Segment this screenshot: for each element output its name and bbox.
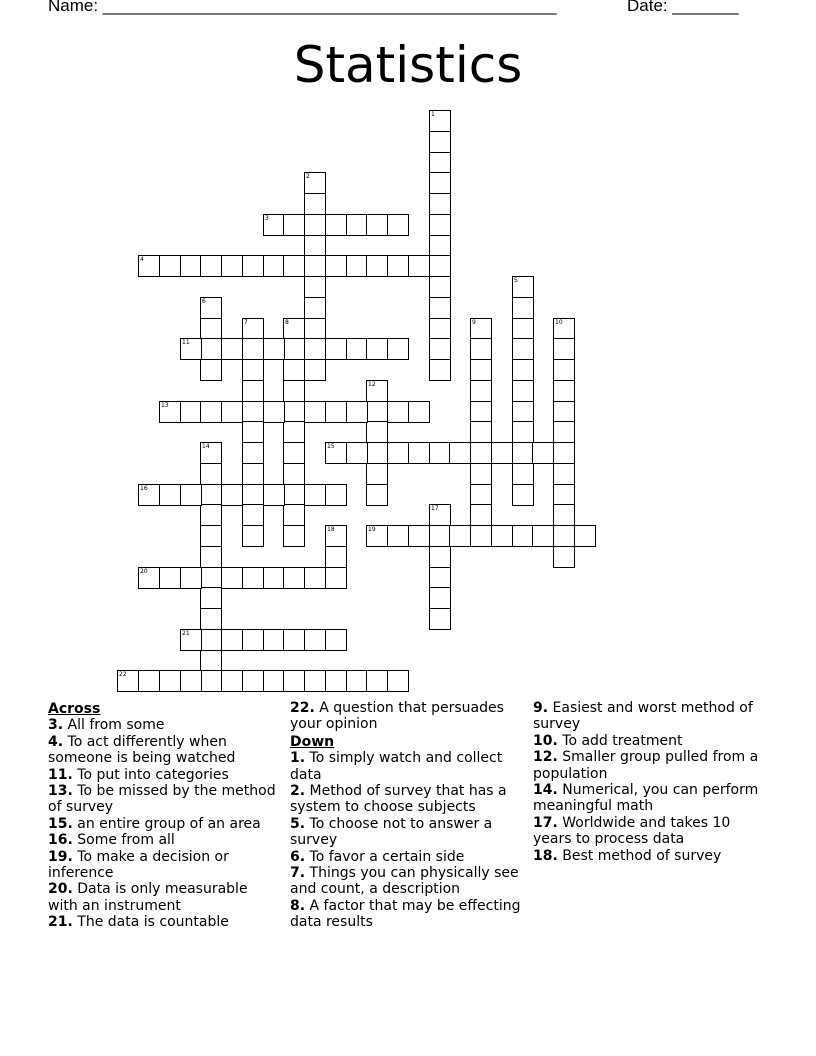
grid-cell[interactable] <box>242 359 264 381</box>
grid-cell[interactable] <box>366 255 388 277</box>
grid-cell[interactable] <box>512 338 534 360</box>
down-clue-12: 12. Smaller group pulled from a population <box>533 749 759 782</box>
grid-cell[interactable] <box>242 338 264 360</box>
grid-cell[interactable] <box>159 567 181 589</box>
grid-cell[interactable] <box>553 525 575 547</box>
clue-number: 10 <box>555 319 563 326</box>
grid-cell[interactable] <box>366 338 388 360</box>
grid-cell[interactable] <box>553 380 575 402</box>
clues-column-3 <box>533 700 773 864</box>
down-clue-2: 2. Method of survey that has a system to choose subjects <box>290 783 507 816</box>
grid-cell[interactable] <box>263 670 285 692</box>
grid-cell[interactable] <box>387 214 409 236</box>
grid-cell[interactable] <box>263 629 285 651</box>
grid-cell[interactable] <box>304 235 326 257</box>
grid-cell[interactable] <box>221 670 243 692</box>
grid-cell[interactable] <box>180 401 202 423</box>
grid-cell[interactable] <box>242 318 264 340</box>
grid-cell[interactable] <box>221 567 243 589</box>
grid-cell[interactable] <box>429 152 451 174</box>
grid-cell[interactable] <box>366 670 388 692</box>
grid-cell[interactable] <box>283 338 305 360</box>
grid-cell[interactable] <box>325 338 347 360</box>
grid-cell[interactable] <box>200 504 222 526</box>
grid-cell[interactable] <box>200 587 222 609</box>
grid-cell[interactable] <box>429 297 451 319</box>
grid-cell[interactable] <box>221 338 243 360</box>
grid-cell[interactable] <box>304 670 326 692</box>
grid-cell[interactable] <box>180 255 202 277</box>
grid-cell[interactable] <box>221 255 243 277</box>
grid-cell[interactable] <box>346 442 368 464</box>
grid-cell[interactable] <box>325 525 347 547</box>
grid-cell[interactable] <box>283 255 305 277</box>
across-clue-11: 11. To put into categories <box>48 766 229 783</box>
grid-cell[interactable] <box>429 235 451 257</box>
grid-cell[interactable] <box>263 567 285 589</box>
grid-cell[interactable] <box>304 172 326 194</box>
grid-cell[interactable] <box>200 318 222 340</box>
grid-cell[interactable] <box>470 421 492 443</box>
grid-cell[interactable] <box>366 380 388 402</box>
grid-cell[interactable] <box>512 421 534 443</box>
grid-cell[interactable] <box>180 338 202 360</box>
across-clue-20: 20. Data is only measurable with an instrument <box>48 881 248 914</box>
grid-cell[interactable] <box>512 359 534 381</box>
grid-cell[interactable] <box>180 670 202 692</box>
grid-cell[interactable] <box>470 504 492 526</box>
grid-cell[interactable] <box>159 484 181 506</box>
grid-cell[interactable] <box>283 318 305 340</box>
grid-cell[interactable] <box>304 297 326 319</box>
down-clue-10: 10. To add treatment <box>533 732 683 749</box>
clue-number: 12 <box>368 381 376 388</box>
down-clue-6: 6. To favor a certain side <box>290 848 465 865</box>
grid-cell[interactable] <box>553 338 575 360</box>
grid-cell[interactable] <box>325 484 347 506</box>
grid-cell[interactable] <box>470 463 492 485</box>
grid-cell[interactable] <box>429 442 451 464</box>
clue-number: 5 <box>514 277 518 284</box>
grid-cell[interactable] <box>304 359 326 381</box>
grid-cell[interactable] <box>304 484 326 506</box>
grid-cell[interactable] <box>512 442 534 464</box>
down-clue-8: 8. A factor that may be effecting data results <box>290 897 521 931</box>
grid-cell[interactable] <box>242 421 264 443</box>
grid-cell[interactable] <box>429 546 451 568</box>
grid-cell[interactable] <box>283 380 305 402</box>
clue-number: 19 <box>368 526 376 533</box>
grid-cell[interactable] <box>283 442 305 464</box>
grid-cell[interactable] <box>470 318 492 340</box>
grid-cell[interactable] <box>429 338 451 360</box>
grid-cell[interactable] <box>242 504 264 526</box>
grid-cell[interactable] <box>283 670 305 692</box>
grid-cell[interactable] <box>180 484 202 506</box>
grid-cell[interactable] <box>429 504 451 526</box>
grid-cell[interactable] <box>553 401 575 423</box>
grid-cell[interactable] <box>200 608 222 630</box>
grid-cell[interactable] <box>553 484 575 506</box>
grid-cell[interactable] <box>366 421 388 443</box>
grid-cell[interactable] <box>159 670 181 692</box>
grid-cell[interactable] <box>200 650 222 672</box>
grid-cell[interactable] <box>242 401 264 423</box>
clue-number: 20 <box>140 568 148 575</box>
grid-cell[interactable] <box>408 442 430 464</box>
grid-cell[interactable] <box>200 546 222 568</box>
grid-cell[interactable] <box>221 401 243 423</box>
grid-cell[interactable] <box>200 629 222 651</box>
grid-cell[interactable] <box>325 214 347 236</box>
grid-cell[interactable] <box>325 546 347 568</box>
grid-cell[interactable] <box>449 442 471 464</box>
grid-cell[interactable] <box>200 359 222 381</box>
grid-cell[interactable] <box>429 214 451 236</box>
across-clue-15: 15. an entire group of an area <box>48 815 261 832</box>
across-clue-21: 21. The data is countable <box>48 914 229 931</box>
grid-cell[interactable] <box>180 567 202 589</box>
grid-cell[interactable] <box>138 567 160 589</box>
grid-cell[interactable] <box>325 255 347 277</box>
grid-cell[interactable] <box>366 463 388 485</box>
grid-cell[interactable] <box>221 484 243 506</box>
grid-cell[interactable] <box>512 318 534 340</box>
down-clue-5: 5. To choose not to answer a survey <box>290 815 493 849</box>
clue-number: 8 <box>285 319 289 326</box>
grid-cell[interactable] <box>242 380 264 402</box>
down-clue-1: 1. To simply watch and collect data <box>290 750 503 783</box>
grid-cell[interactable] <box>470 359 492 381</box>
grid-cell[interactable] <box>200 567 222 589</box>
down-heading: Down <box>290 733 335 750</box>
grid-cell[interactable] <box>408 525 430 547</box>
grid-cell[interactable] <box>242 463 264 485</box>
grid-cell[interactable] <box>429 608 451 630</box>
down-clue-7: 7. Things you can physically see and count, a description <box>290 865 519 898</box>
grid-cell[interactable] <box>408 255 430 277</box>
grid-cell[interactable] <box>429 255 451 277</box>
grid-cell[interactable] <box>470 442 492 464</box>
grid-cell[interactable] <box>491 525 513 547</box>
grid-cell[interactable] <box>138 670 160 692</box>
grid-cell[interactable] <box>429 587 451 609</box>
grid-cell[interactable] <box>242 525 264 547</box>
grid-cell[interactable] <box>429 525 451 547</box>
clue-number: 16 <box>140 485 148 492</box>
grid-cell[interactable] <box>553 359 575 381</box>
grid-cell[interactable] <box>325 567 347 589</box>
grid-cell[interactable] <box>429 193 451 215</box>
grid-cell[interactable] <box>346 338 368 360</box>
grid-cell[interactable] <box>512 463 534 485</box>
grid-cell[interactable] <box>449 525 471 547</box>
grid-cell[interactable] <box>283 484 305 506</box>
down-clue-18: 18. Best method of survey <box>533 847 722 864</box>
grid-cell[interactable] <box>429 359 451 381</box>
grid-cell[interactable] <box>387 255 409 277</box>
grid-cell[interactable] <box>491 442 513 464</box>
across-clue-4: 4. To act differently when someone is being watched <box>48 733 236 767</box>
across-clue-3: 3. All from some <box>48 717 165 734</box>
name-field: Name: ________________________________________________ <box>48 0 557 15</box>
grid-cell[interactable] <box>512 484 534 506</box>
grid-cell[interactable] <box>366 401 388 423</box>
clue-number: 4 <box>140 256 144 263</box>
grid-cell[interactable] <box>138 484 160 506</box>
grid-cell[interactable] <box>304 193 326 215</box>
clue-number: 14 <box>202 443 210 450</box>
grid-cell[interactable] <box>387 525 409 547</box>
grid-cell[interactable] <box>283 463 305 485</box>
grid-cell[interactable] <box>553 504 575 526</box>
grid-cell[interactable] <box>429 276 451 298</box>
clues-column-2 <box>290 700 522 931</box>
grid-cell[interactable] <box>366 484 388 506</box>
clue-number: 2 <box>306 173 310 180</box>
grid-cell[interactable] <box>325 670 347 692</box>
page-title: Statistics <box>293 36 523 94</box>
grid-cell[interactable] <box>263 255 285 277</box>
grid-cell[interactable] <box>470 525 492 547</box>
grid-cell[interactable] <box>283 214 305 236</box>
grid-cell[interactable] <box>553 421 575 443</box>
grid-cell[interactable] <box>512 401 534 423</box>
across-clue-13: 13. To be missed by the method of survey <box>48 783 276 816</box>
grid-cell[interactable] <box>242 484 264 506</box>
grid-cell[interactable] <box>200 297 222 319</box>
grid-cell[interactable] <box>325 401 347 423</box>
grid-cell[interactable] <box>200 525 222 547</box>
grid-cell[interactable] <box>470 338 492 360</box>
grid-cell[interactable] <box>304 318 326 340</box>
clue-number: 18 <box>327 526 335 533</box>
across-heading: Across <box>48 701 101 717</box>
grid-cell[interactable] <box>263 214 285 236</box>
grid-cell[interactable] <box>387 401 409 423</box>
grid-cell[interactable] <box>263 484 285 506</box>
grid-cell[interactable] <box>242 567 264 589</box>
grid-cell[interactable] <box>470 484 492 506</box>
grid-cell[interactable] <box>429 172 451 194</box>
grid-cell[interactable] <box>200 670 222 692</box>
down-clue-17: 17. Worldwide and takes 10 years to process data <box>533 814 731 848</box>
grid-cell[interactable] <box>263 401 285 423</box>
clue-number: 17 <box>431 505 439 512</box>
grid-cell[interactable] <box>387 670 409 692</box>
across-clue-16: 16. Some from all <box>48 832 175 849</box>
grid-cell[interactable] <box>429 131 451 153</box>
grid-cell[interactable] <box>304 255 326 277</box>
grid-cell[interactable] <box>553 546 575 568</box>
grid-cell[interactable] <box>200 401 222 423</box>
clue-number: 22 <box>119 671 127 678</box>
grid-cell[interactable] <box>512 380 534 402</box>
grid-cell[interactable] <box>242 442 264 464</box>
grid-cell[interactable] <box>346 401 368 423</box>
clue-number: 6 <box>202 298 206 305</box>
grid-cell[interactable] <box>512 297 534 319</box>
grid-cell[interactable] <box>304 401 326 423</box>
grid-cell[interactable] <box>429 318 451 340</box>
grid-cell[interactable] <box>200 484 222 506</box>
grid-cell[interactable] <box>304 629 326 651</box>
clue-number: 21 <box>182 630 190 637</box>
across-clue-22: 22. A question that persuades your opinion <box>290 700 504 733</box>
grid-cell[interactable] <box>200 255 222 277</box>
grid-cell[interactable] <box>512 525 534 547</box>
grid-cell[interactable] <box>304 338 326 360</box>
grid-cell[interactable] <box>159 401 181 423</box>
grid-cell[interactable] <box>429 110 451 132</box>
grid-cell[interactable] <box>366 525 388 547</box>
grid-cell[interactable] <box>553 318 575 340</box>
grid-cell[interactable] <box>283 629 305 651</box>
grid-cell[interactable] <box>117 670 139 692</box>
grid-cell[interactable] <box>325 629 347 651</box>
grid-cell[interactable] <box>470 380 492 402</box>
grid-cell[interactable] <box>283 359 305 381</box>
grid-cell[interactable] <box>283 421 305 443</box>
grid-cell[interactable] <box>263 338 285 360</box>
grid-cell[interactable] <box>283 401 305 423</box>
grid-cell[interactable] <box>159 255 181 277</box>
grid-cell[interactable] <box>242 670 264 692</box>
grid-cell[interactable] <box>387 338 409 360</box>
grid-cell[interactable] <box>532 525 554 547</box>
grid-cell[interactable] <box>346 214 368 236</box>
grid-cell[interactable] <box>553 463 575 485</box>
grid-cell[interactable] <box>408 401 430 423</box>
grid-cell[interactable] <box>429 567 451 589</box>
clue-number: 11 <box>182 339 190 346</box>
grid-cell[interactable] <box>366 442 388 464</box>
clue-number: 13 <box>161 402 169 409</box>
clue-number: 15 <box>327 443 335 450</box>
grid-cell[interactable] <box>346 255 368 277</box>
clues-column-1 <box>48 700 278 931</box>
grid-cell[interactable] <box>283 567 305 589</box>
grid-cell[interactable] <box>470 401 492 423</box>
grid-cell[interactable] <box>346 670 368 692</box>
down-clue-14: 14. Numerical, you can perform meaningful math <box>533 782 759 815</box>
grid-cell[interactable] <box>304 567 326 589</box>
grid-cell[interactable] <box>283 525 305 547</box>
grid-cell[interactable] <box>200 463 222 485</box>
grid-cell[interactable] <box>242 255 264 277</box>
grid-cell[interactable] <box>387 442 409 464</box>
grid-cell[interactable] <box>574 525 596 547</box>
down-clue-9: 9. Easiest and worst method of survey <box>533 700 753 733</box>
clue-number: 3 <box>265 215 269 222</box>
grid-cell[interactable] <box>283 504 305 526</box>
grid-cell[interactable] <box>138 255 160 277</box>
grid-cell[interactable] <box>242 629 264 651</box>
grid-cell[interactable] <box>553 442 575 464</box>
clue-number: 9 <box>472 319 476 326</box>
grid-cell[interactable] <box>200 338 222 360</box>
grid-cell[interactable] <box>304 214 326 236</box>
grid-cell[interactable] <box>512 276 534 298</box>
across-clue-19: 19. To make a decision or inference <box>48 848 229 882</box>
grid-cell[interactable] <box>221 629 243 651</box>
clue-number: 1 <box>431 111 435 118</box>
grid-cell[interactable] <box>366 214 388 236</box>
clue-number: 7 <box>244 319 248 326</box>
grid-cell[interactable] <box>304 276 326 298</box>
date-field: Date: _______ <box>627 0 739 15</box>
grid-cell[interactable] <box>200 442 222 464</box>
grid-cell[interactable] <box>180 629 202 651</box>
grid-cell[interactable] <box>532 442 554 464</box>
grid-cell[interactable] <box>325 442 347 464</box>
